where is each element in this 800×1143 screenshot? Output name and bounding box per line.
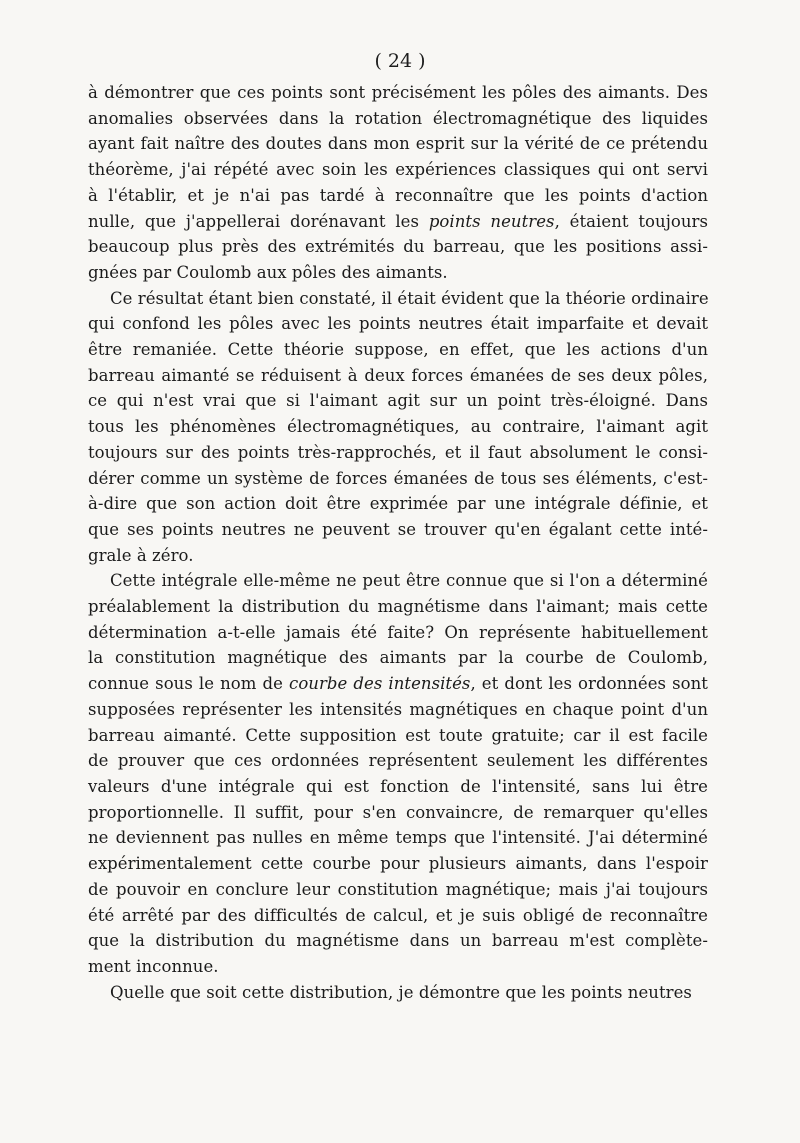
text-line: Cette intégrale elle-même ne peut être connue que si l'on a déterminé (110, 571, 708, 591)
text-line: à démontrer que ces points sont précisément les pôles des aimants. Des (88, 83, 708, 102)
text-line: à-dire que son action doit être exprimée par une intégrale définie, et (88, 494, 708, 514)
text-line: la constitution magnétique des aimants par la courbe de Coulomb, (88, 648, 708, 668)
text-line: expérimentalement cette courbe pour plusieurs aimants, dans l'espoir (88, 854, 708, 874)
body-text (88, 80, 708, 1005)
text-line: à l'établir, et je n'ai pas tardé à reconnaître que les points d'action (88, 185, 708, 205)
text-line: que ses points neutres ne peuvent se trouver qu'en égalant cette inté- (88, 519, 708, 539)
text-line: de pouvoir en conclure leur constitution magnétique; mais j'ai toujours (88, 879, 708, 899)
text-line: ayant fait naître des doutes dans mon esprit sur la vérité de ce prétendu (88, 134, 708, 154)
text-line: que la distribution du magnétisme dans un barreau m'est complète- (88, 931, 708, 951)
italic-term: points neutres (428, 211, 555, 231)
text-line: nulle, que j'appellerai dorénavant les points neutres, étaient toujours (88, 211, 709, 231)
text-line: ce qui n'est vrai que si l'aimant agit sur un point très-éloigné. Dans (88, 391, 708, 411)
text-line: tous les phénomènes électromagnétiques, au contraire, l'aimant agit (88, 417, 708, 437)
text-line: être remaniée. Cette théorie suppose, en effet, que les actions d'un (88, 340, 708, 360)
text-line: Ce résultat étant bien constaté, il était évident que la théorie ordinaire (110, 288, 709, 308)
text-line: grale à zéro. (88, 545, 194, 565)
text-line: qui confond les pôles avec les points neutres était imparfaite et devait (88, 314, 708, 334)
text-line: dérer comme un système de forces émanées de tous ses éléments, c'est- (88, 468, 708, 488)
paragraph (88, 980, 708, 1006)
paragraph (88, 568, 708, 979)
text-line: gnées par Coulomb aux pôles des aimants. (88, 262, 448, 282)
text-line: détermination a-t-elle jamais été faite? On représente habituellement (88, 622, 708, 642)
text-line: anomalies observées dans la rotation électromagnétique des liquides (88, 108, 708, 128)
text-line: beaucoup plus près des extrémités du barreau, que les positions assi- (88, 237, 708, 257)
text-line: ment inconnue. (88, 956, 219, 976)
italic-term: courbe des intensités (289, 674, 471, 694)
text-line: préalablement la distribution du magnétisme dans l'aimant; mais cette (88, 597, 708, 617)
paragraph (88, 80, 708, 286)
text-line: été arrêté par des difficultés de calcul, et je suis obligé de reconnaître (88, 905, 708, 925)
page-number: ( 24 ) (374, 50, 426, 72)
text-line: de prouver que ces ordonnées représentent seulement les différentes (88, 751, 708, 771)
text-line: barreau aimanté. Cette supposition est toute gratuite; car il est facile (88, 725, 708, 745)
text-line: proportionnelle. Il suffit, pour s'en convaincre, de remarquer qu'elles (88, 802, 708, 822)
text-line: supposées représenter les intensités magnétiques en chaque point d'un (88, 699, 708, 719)
text-line: connue sous le nom de courbe des intensités, et dont les ordonnées sont (88, 674, 708, 694)
text-line: barreau aimanté se réduisent à deux forces émanées de ses deux pôles, (88, 365, 708, 385)
text-line: théorème, j'ai répété avec soin les expériences classiques qui ont servi (88, 160, 708, 180)
text-line: toujours sur des points très-rapprochés, et il faut absolument le consi- (88, 442, 708, 462)
paragraph (88, 286, 708, 569)
text-line: valeurs d'une intégrale qui est fonction de l'intensité, sans lui être (88, 776, 708, 796)
text-line: ne deviennent pas nulles en même temps que l'intensité. J'ai déterminé (88, 828, 708, 848)
text-line: Quelle que soit cette distribution, je démontre que les points neutres (110, 982, 692, 1002)
